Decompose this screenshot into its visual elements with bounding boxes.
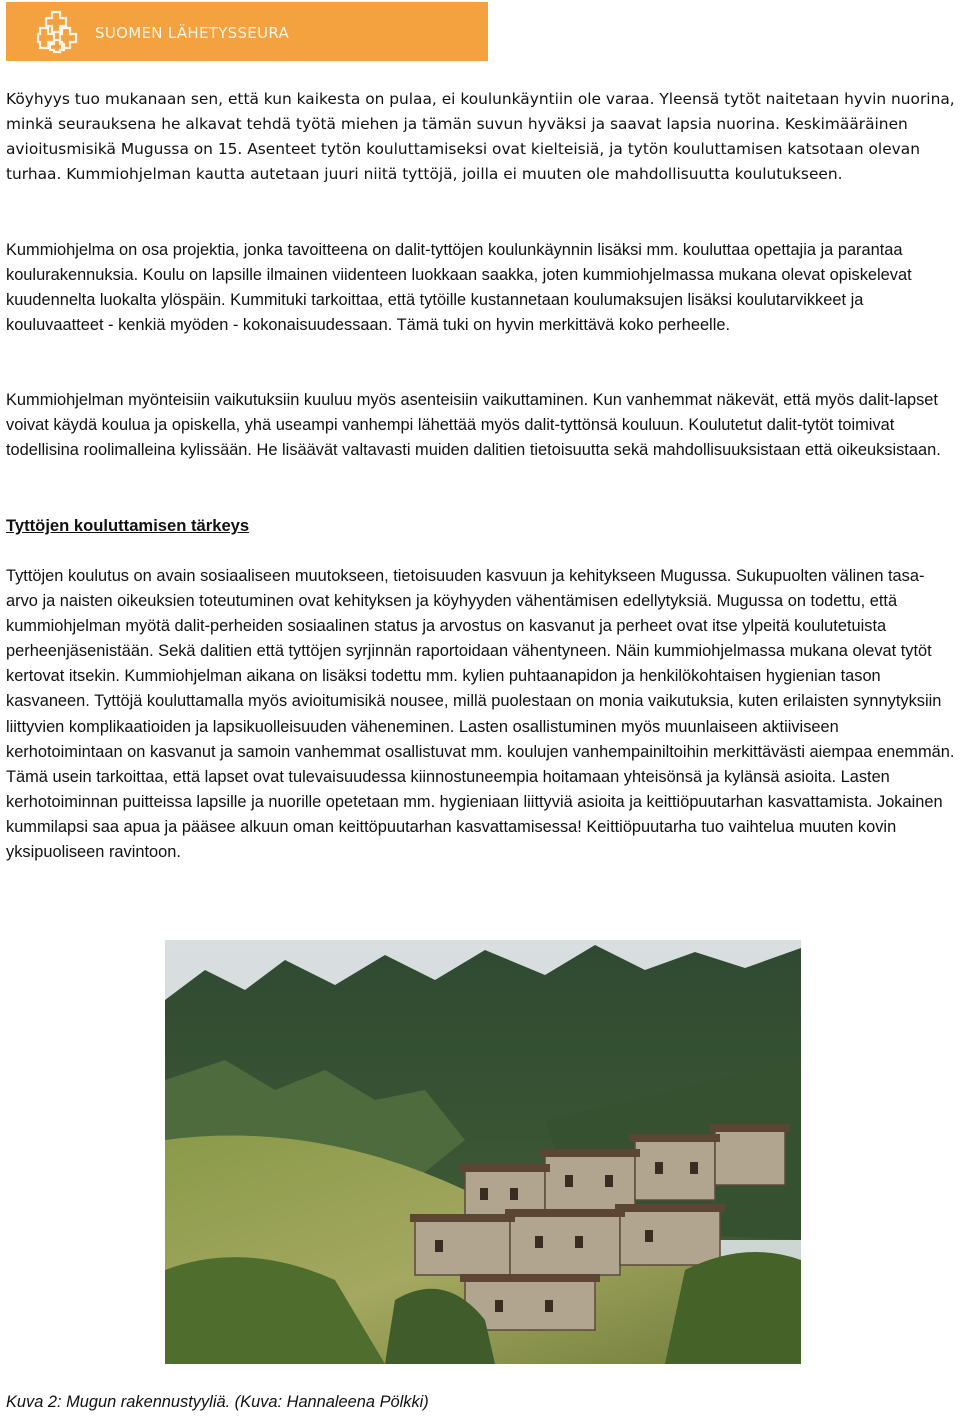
- figure-caption: Kuva 2: Mugun rakennustyyliä. (Kuva: Hannaleena Pölkki): [6, 1393, 429, 1411]
- section-heading: Tyttöjen kouluttamisen tärkeys: [6, 516, 250, 535]
- village-photo: [165, 940, 801, 1364]
- paragraph-3: Kummiohjelman myönteisiin vaikutuksiin kuuluu myös asenteisiin vaikuttaminen. Kun vanhemmat näkevät, että myös dalit-lapset voivat käydä koulua ja opiskella, yhä useampi vanhempi lähettää myös dalit-tyttönsä kouluun. Koulutetut dalit-tytöt toimivat todellisina roolimalleina kylissään. He lisäävät valtavasti muiden dalitien tietoisuutta sekä mahdollisuuksistaan että oikeuksistaan.: [6, 391, 941, 460]
- paragraph-4: Tyttöjen koulutus on avain sosiaaliseen muutokseen, tietoisuuden kasvuun ja kehitykseen Mugussa. Sukupuolten välinen tasa-arvo ja naisten oikeuksien toteutuminen ovat kehityksen ja köyhyyden vähentämisen edellytyksiä. Mugussa on todettu, että kummiohjelman myötä dalit-perheiden sosiaalinen status ja arvostus on kasvanut ja perheet ovat itse ylpeitä koulutetuista perheenjäsenistään. Sekä dalitien että tyttöjen syrjinnän raportoidaan vähentyneen. Näin kummiohjelmassa mukana olevat tytöt kertovat itsekin. Kummiohjelman aikana on lisäksi todettu mm. kylien puhtaanapidon ja henkilökohtaisen hygienian tason kasvaneen. Tyttöjä kouluttamalla myös avioitumisikä nousee, millä puolestaan on monia vaikutuksia, kuten erilaisten synnytyksiin liittyvien komplikaatioiden ja lapsikuolleisuuden väheneminen. Lasten osallistuminen myös muunlaiseen aktiiviseen kerhotoimintaan on kasvanut ja samoin vanhemmat osallistuvat mm. koulujen vanhempainiltoihin merkittävästi aiempaa enemmän. Tämä usein tarkoittaa, että lapset ovat tulevaisuudessa kiinnostuneempia hoitamaan yhteisönsä ja kylänsä asioita. Lasten kerhotoiminnan puitteissa lapsille ja nuorille opetetaan mm. hygieniaan liittyviä asioita ja keittiöpuutarhan kasvattamista. Jokainen kummilapsi saa apua ja pääsee alkuun oman keittöpuutarhan kasvattamisessa! Keittiöpuutarha tuo vaihtelua muuten kovin yksipuoliseen ravintoon.: [6, 567, 955, 862]
- cross-pattern-logo-icon: [36, 10, 80, 54]
- paragraph-2: Kummiohjelma on osa projektia, jonka tavoitteena on dalit-tyttöjen koulunkäynnin lisäksi mm. kouluttaa opettajia ja parantaa koulurakennuksia. Koulu on lapsille ilmainen viidenteen luokkaan saakka, joten kummiohjelmassa mukana olevat opiskelevat kuudennelta luokalta ylöspäin. Kummituki tarkoittaa, että tytöille kustannetaan koulumaksujen lisäksi koulutarvikkeet ja kouluvaatteet - kenkiä myöden - kokonaisuudessaan. Tämä tuki on hyvin merkittävä koko perheelle.: [6, 241, 912, 335]
- organization-name: SUOMEN LÄHETYSSEURA: [95, 24, 290, 42]
- paragraph-1: Köyhyys tuo mukanaan sen, että kun kaikesta on pulaa, ei koulunkäyntiin ole varaa. Yleensä tytöt naitetaan hyvin nuorina, minkä seurauksena he alkavat tehdä työtä miehen ja tämän suvun hyväksi ja saavat lapsia nuorina. Keskimääräinen avioitusmisikä Mugussa on 15. Asenteet tytön kouluttamiseksi ovat kielteisiä, ja tytön kouluttamisen katsotaan olevan turhaa. Kummiohjelman kautta autetaan juuri niitä tyttöjä, joilla ei muuten ole mahdollisuutta koulutukseen.: [6, 90, 955, 184]
- header-banner: [6, 2, 488, 61]
